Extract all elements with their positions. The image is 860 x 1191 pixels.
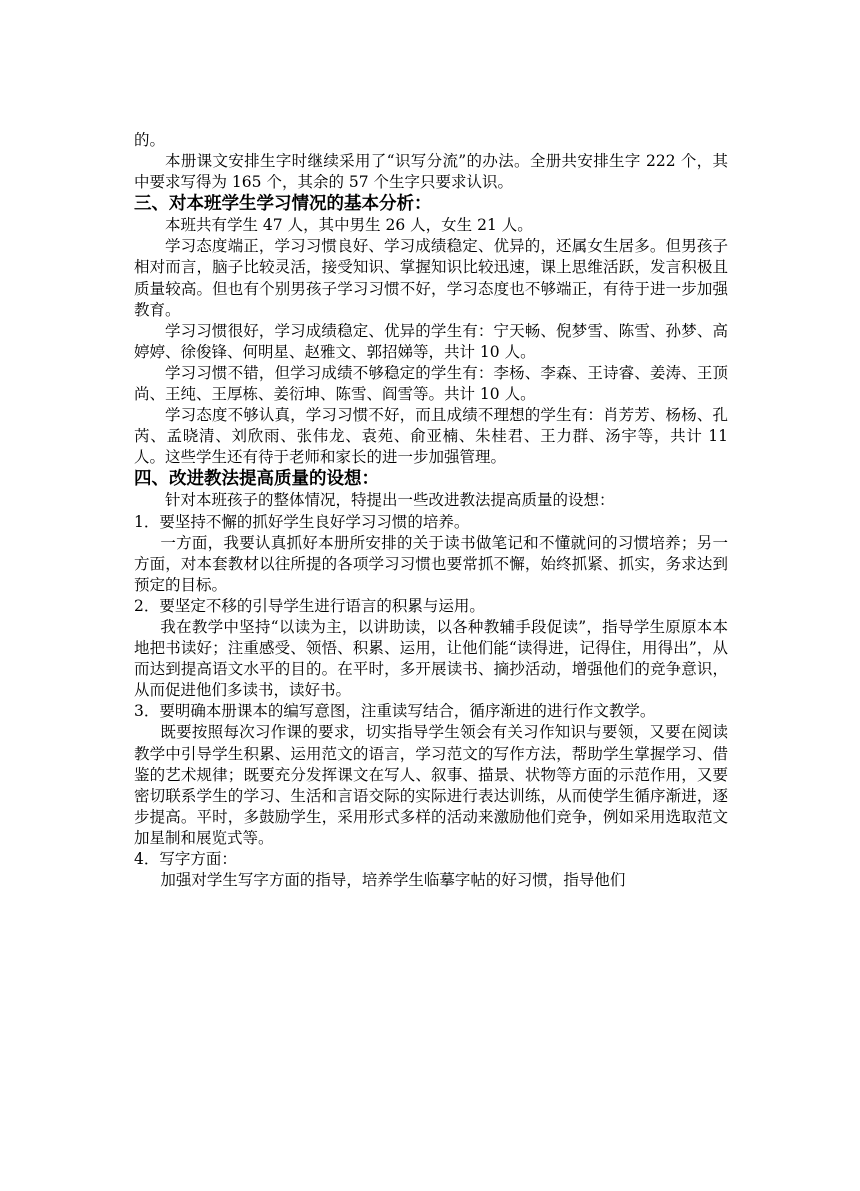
paragraph-item-1: 一方面，我要认真抓好本册所安排的关于读书做笔记和不懂就问的习惯培养；另一方面，对本套教材以往所提的各项学习习惯也要常抓不懈，始终抓紧、抓实，务求达到预定的目标。 — [134, 533, 728, 594]
paragraph-fragment: 的。 — [134, 131, 166, 149]
paragraph-attitude: 学习态度端正，学习习惯良好、学习成绩稳定、优异的，还属女生居多。但男孩子相对而言，脑子比较灵活，接受知识、掌握知识比较迅速，课上思维活跃，发言积极且质量较高。但也有个别男孩子学习习惯不好，学习态度也不够端正，有待于进一步加强教育。 — [134, 237, 728, 319]
list-item-3: 3．要明确本册课本的编写意图，注重读写结合，循序渐进的进行作文教学。 — [134, 702, 656, 721]
section-heading-4: 四、改进教法提高质量的设想： — [134, 469, 379, 490]
paragraph-weak-students: 学习态度不够认真，学习习惯不好，而且成绩不理想的学生有：肖芳芳、杨杨、孔芮、孟晓清、刘欣雨、张伟龙、袁苑、俞亚楠、朱桂君、王力群、汤宇等，共计 11 人。这些学生还有待于老师和家长的进一步加强管理。 — [134, 406, 728, 467]
paragraph-item-4: 加强对学生写字方面的指导，培养学生临摹字帖的好习惯，指导他们 — [160, 871, 626, 890]
paragraph-class-count: 本班共有学生 47 人，其中男生 26 人，女生 21 人。 — [165, 216, 533, 235]
list-item-4: 4．写字方面： — [134, 850, 237, 868]
paragraph-good-students: 学习习惯很好，学习成绩稳定、优异的学生有：宁天畅、倪梦雪、陈雪、孙梦、高婷婷、徐俊锋、何明星、赵雅文、郭招娣等，共计 10 人。 — [134, 321, 728, 361]
list-item-2: 2．要坚定不移的引导学生进行语言的积累与运用。 — [134, 596, 485, 615]
section-heading-3: 三、对本班学生学习情况的基本分析： — [134, 194, 432, 215]
paragraph-ok-students: 学习习惯不错，但学习成绩不够稳定的学生有：李杨、李森、王诗睿、姜涛、王顶尚、王纯、王厚栋、姜衍坤、陈雪、阎雪等。共计 10 人。 — [134, 363, 728, 404]
document-page — [134, 130, 728, 891]
paragraph-intro: 针对本班孩子的整体情况，特提出一些改进教法提高质量的设想： — [165, 491, 615, 510]
paragraph-new-characters: 本册课文安排生字时继续采用了“识写分流”的办法。全册共安排生字 222 个，其中要求写得为 165 个，其余的 57 个生字只要求认识。 — [134, 152, 728, 192]
list-item-1: 1．要坚持不懈的抓好学生良好学习习惯的培养。 — [134, 512, 470, 531]
paragraph-item-3: 既要按照每次习作课的要求，切实指导学生领会有关习作知识与要领，又要在阅读教学中引导学生积累、运用范文的语言，学习范文的写作方法，帮助学生掌握学习、借鉴的艺术规律；既要充分发挥课文在写人、叙事、描景、状物等方面的示范作用，又要密切联系学生的学习、生活和言语交际的实际进行表达训练，从而使学生循序渐进，逐步提高。平时，多鼓励学生，采用形式多样的活动来激励他们竞争，例如采用选取范文加星制和展览式等。 — [134, 723, 728, 847]
paragraph-item-2: 我在教学中坚持“以读为主，以讲助读，以各种教辅手段促读”，指导学生原原本本地把书读好；注重感受、领悟、积累、运用，让他们能“读得进，记得住，用得出”，从而达到提高语文水平的目的。在平时，多开展读书、摘抄活动，增强他们的竞争意识，从而促进他们多读书，读好书。 — [134, 617, 728, 700]
